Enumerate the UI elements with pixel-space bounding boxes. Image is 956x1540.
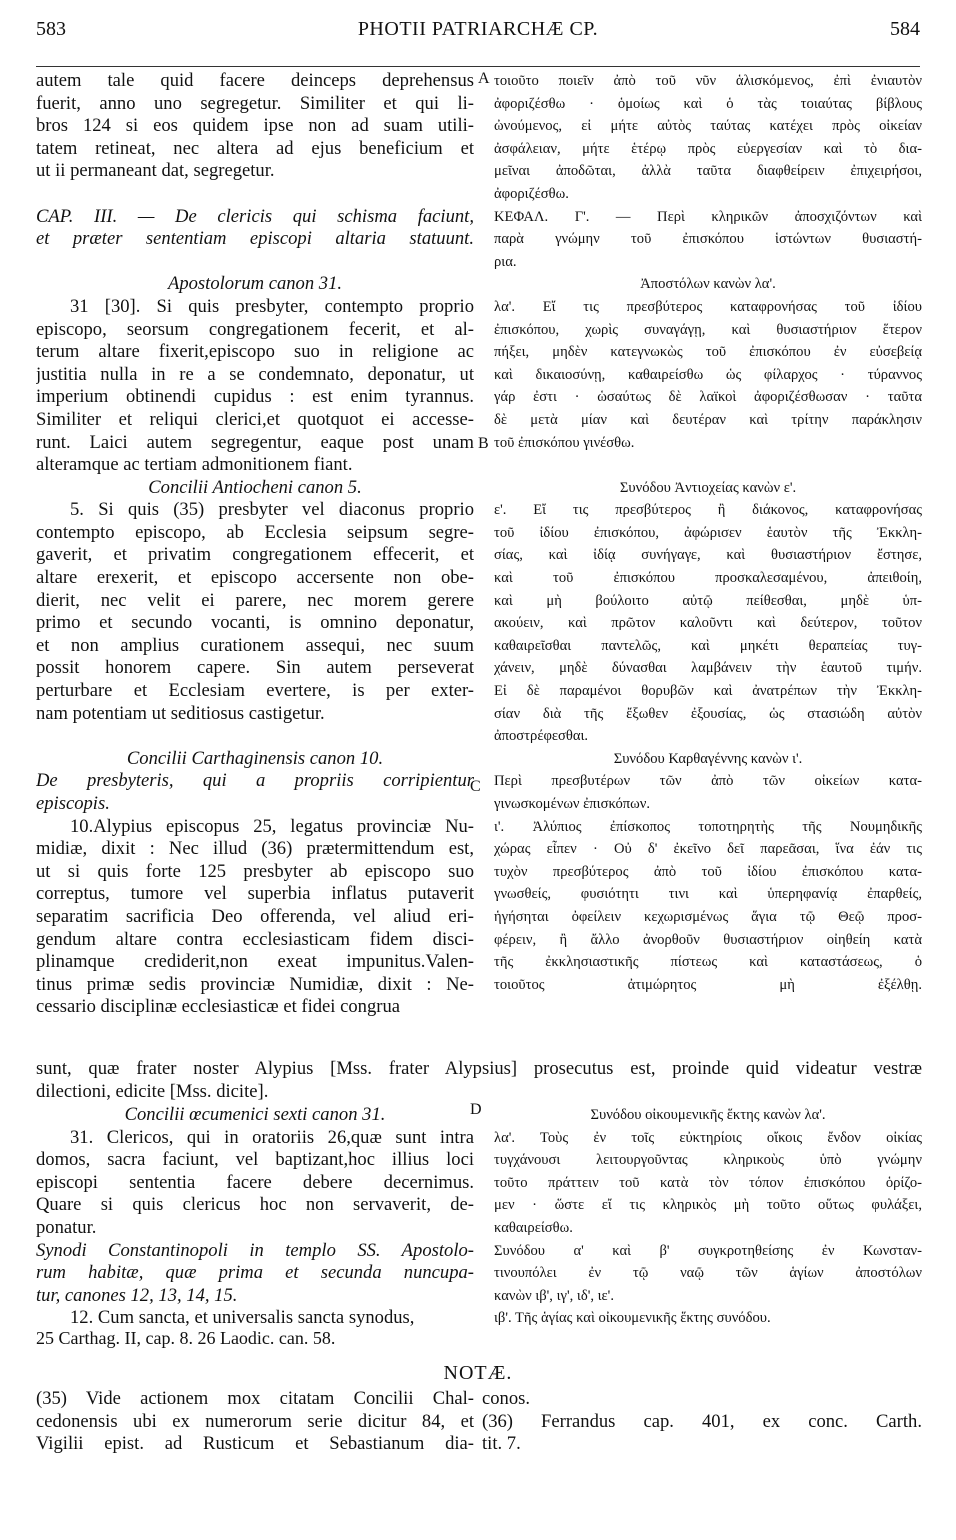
text-line: Συνόδου οἰκουμενικῆς ἕκτης κανὼν λα'. — [590, 1107, 826, 1123]
text-line: ὠνούμενος, εἰ μήτε αὐτὸς ταύτας κατέχει πρὸς οἰκείαν — [494, 118, 922, 135]
page-header — [36, 8, 920, 48]
text-line: γάρ ἐστι · ὡσαύτως δὲ λαϊκοὶ ἀφοριζέσθωσαν · ταῦτα — [494, 389, 922, 406]
text-line: Συνόδου Ἀντιοχείας κανὼν ε'. — [619, 479, 797, 496]
text-line: ἀποστρέφεσθαι. — [494, 728, 589, 745]
text-line: 31 [30]. Si quis presbyter, contempto proprio — [70, 295, 474, 317]
text-line: et non amplius curationem assequi, nec suum — [36, 634, 474, 656]
text-line: ἀσφάλειαν, μήτε ἑτέρῳ πρὸς εὐεργεσίαν καὶ τὸ δια- — [494, 140, 922, 157]
text-line: CAP. III. — De clericis qui schisma faciunt, — [36, 205, 474, 227]
text-line: gendum altare contra ecclesiasticam fidem disci- — [36, 928, 474, 950]
text-line: cessario disciplinæ ecclesiasticæ et fidei congrua — [36, 996, 401, 1018]
text-line: cedonensis ubi ex numerorum serie dicitur 84, et — [36, 1410, 474, 1432]
text-line: Ἀποστόλων κανὼν λα'. — [640, 276, 776, 293]
text-line: λα'. Τοὺς ἐν τοῖς εὐκτηρίοις οἴκοις ἔνδον οἰκίας — [494, 1129, 922, 1146]
text-line: rum habitæ, quæ prima et secunda nuncupa- — [36, 1262, 474, 1284]
text-line: Synodi Constantinopoli in templo SS. Apostolo- — [36, 1239, 474, 1261]
greek-column-top — [494, 70, 922, 996]
text-line: καὶ δικαιοσύνῃ, καθαιρείσθω ὡς φίλαρχος · τύραννος — [494, 366, 922, 383]
text-line: Concilii Carthaginensis canon 10. — [126, 747, 384, 769]
text-line: κανὼν ιβ', ιγ', ιδ', ιε'. — [494, 1287, 614, 1304]
text-line: (35) Vide actionem mox citatam Concilii Chal- — [36, 1388, 474, 1409]
text-line: καὶ μὴ βούλοιτο αὐτῷ πείθεσθαι, μηδὲ ὑπ- — [494, 592, 922, 609]
text-line — [36, 725, 474, 748]
text-line: Εἰ δὲ παραμένοι θορυβῶν καὶ ἀνατρέπων τὴν Ἐκκλη- — [494, 683, 922, 700]
page-number-left: 583 — [36, 18, 66, 40]
text-line: altare erexerit, et episcopo accersente non obe- — [36, 567, 474, 589]
text-line: justitia nulla in re a se condemnato, deponatur, ut — [36, 363, 474, 385]
text-line: ut ii permaneant dat, segregetur. — [36, 160, 275, 182]
latin-column-top — [36, 70, 474, 1019]
text-line: midiæ, dixit : Nec illud (36) prætermittendum est, — [36, 838, 474, 860]
text-line: ρια. — [494, 253, 517, 270]
text-line: gaverit, et privatim congregationem effecerit, et — [36, 544, 474, 566]
text-line: τοιοῦτο ποιεῖν ἀπὸ τοῦ νῦν ἁλισκόμενος, ἐπὶ ἐνιαυτὸν — [494, 73, 922, 89]
text-line: terum altare fixerit,episcopo suo in religione ac — [36, 341, 474, 363]
text-line: χάνειν, μηδὲ δύνασθαι λαμβάνειν τὴν ἑαυτοῦ τιμήν. — [494, 660, 922, 677]
text-line: autem tale quid facere deinceps deprehensus — [36, 70, 474, 91]
text-line: ἀφοριζέσθω. — [494, 185, 569, 202]
text-line: correptus, tumore vel superbia inflatus putaverit — [36, 883, 474, 905]
text-line: episcopo, seorsum congregationem fecerit, et al- — [36, 318, 474, 340]
text-line: καθαιρείσθω. — [494, 1219, 573, 1236]
text-line: τοῦτο πράττειν τοῦ κατὰ τὸν τόπον ἐπισκόπου ὁρίζο- — [494, 1174, 922, 1191]
footnote-references: 25 Carthag. II, cap. 8. 26 Laodic. can. 58. — [36, 1328, 336, 1348]
text-line: domos, sacra faciunt, vel baptizant,hoc illius loci — [36, 1149, 474, 1171]
notae-heading: NOTÆ. — [443, 1362, 513, 1384]
text-line: σίας, καὶ ἰδίᾳ συνήγαγε, καὶ θυσιαστήριον ἔστησε, — [494, 547, 922, 564]
text-line: ι'. Ἀλύπιος ἐπίσκοπος τοποτηρητὴς τῆς Νουμηδικῆς — [494, 818, 922, 835]
text-line: λα'. Εἴ τις πρεσβύτερος καταφρονήσας τοῦ ἰδίου — [494, 298, 922, 315]
text-line: μεν · ὥστε εἴ τις κληρικὸς μὴ τοῦτο οὕτως φυλάξει, — [494, 1197, 922, 1214]
text-line: ponatur. — [36, 1216, 97, 1238]
notes-left-column — [36, 1388, 474, 1456]
text-line: παρὰ γνώμην τοῦ ἐπισκόπου ἱστώντων θυσιαστή- — [494, 231, 922, 248]
text-line: ἐπισκόπου, χωρὶς συναγάγῃ, καὶ θυσιαστήριον ἕτερον — [494, 321, 922, 338]
text-line — [36, 251, 474, 274]
full-width-text — [36, 1058, 922, 1103]
greek-column-bottom — [494, 1104, 922, 1330]
text-line: ΚΕΦΑΛ. Γ'. — Περὶ κληρικῶν ἀποσχιζόντων καὶ — [494, 208, 922, 225]
text-line: τοῦ ἐπισκόπου γινέσθω. — [494, 434, 635, 451]
text-line: Concilii œcumenici sexti canon 31. — [124, 1104, 386, 1125]
text-line: τυχὸν πρεσβύτερος ἀπὸ τοῦ ἰδίου ἐπισκόπου κατα- — [494, 863, 922, 880]
text-line: episcopi sententia facere debere decernimus. — [36, 1171, 474, 1193]
text-line: ιβ'. Τῆς ἁγίας καὶ οἰκουμενικῆς ἕκτης συνόδου. — [494, 1310, 771, 1327]
text-line: et præter sententiam episcopi altaria statuunt. — [36, 228, 474, 250]
latin-column-bottom — [36, 1104, 474, 1330]
text-line: contempto episcopo, ab Ecclesia seipsum segre- — [36, 521, 474, 543]
text-line: perturbare et Ecclesiam evertere, is per exter- — [36, 680, 474, 702]
text-line: τινουπόλει ἐν τῷ ναῷ τῶν ἁγίων ἀποστόλων — [494, 1265, 922, 1282]
text-line: possit honorem capere. Sin autem perseverat — [36, 657, 474, 679]
text-line: dilectioni, edicite [Mss. dicite]. — [36, 1080, 269, 1102]
text-line: Apostolorum canon 31. — [167, 273, 343, 295]
text-line: conos. — [482, 1388, 531, 1409]
running-title: PHOTII PATRIARCHÆ CP. — [357, 18, 599, 40]
text-line: τοῦ ἰδίου ἐπισκόπου, ἀφώρισεν ἑαυτὸν τῆς Ἐκκλη- — [494, 524, 922, 541]
text-line: τοιοῦτος ἀτιμώρητος μὴ ἐξέλθῃ. — [494, 976, 922, 993]
text-line: 31. Clericos, qui in oratoriis 26,quæ sunt intra — [70, 1126, 474, 1148]
text-line: episcopis. — [36, 793, 110, 814]
text-line: plinamque crediderit,non exeat impunitus.Valen- — [36, 951, 474, 973]
text-line: ε'. Εἴ τις πρεσβύτερος ἢ διάκονος, καταφρονήσας — [494, 502, 922, 519]
text-line: ἡγήσηται ὀφείλειν κεχωρισμένως ἅγια τῷ Θεῷ προσ- — [494, 908, 922, 925]
page-number-right: 584 — [890, 18, 920, 40]
margin-marker-a: A — [478, 70, 490, 87]
text-line: δὲ μετὰ μίαν καὶ δευτέραν καὶ τρίτην παράκλησιν — [494, 411, 922, 428]
text-line: Vigilii epist. ad Rusticum et Sebastianum dia- — [36, 1433, 474, 1455]
text-line: nam potentiam ut seditiosus castigetur. — [36, 702, 325, 724]
text-line: γνωσθείς, φυσιότητι τινι καὶ ὑπερηφανίᾳ ἐπαρθείς, — [494, 886, 922, 903]
margin-marker-b: B — [478, 435, 489, 452]
text-line: Περὶ πρεσβυτέρων τῶν ἀπὸ τῶν οἰκείων κατα- — [494, 773, 922, 790]
text-line: imperium obtinendi cupidus : est enim tyrannus. — [36, 386, 474, 408]
text-line: ἀφοριζέσθω · ὁμοίως καὶ ὁ τὰς τοιαύτας βίβλους — [494, 95, 922, 112]
text-line: primo et secundo vocanti, is omnino deponatur, — [36, 612, 474, 634]
text-line: tatem retineat, nec altera ad ejus beneficium et — [36, 137, 474, 159]
text-line: De presbyteris, qui a propriis corripientur — [36, 770, 474, 792]
text-line: καὶ τοῦ ἐπισκόπου προσκαλεσαμένου, ἀπειθοίη, — [494, 570, 922, 587]
margin-marker-d: D — [470, 1101, 482, 1118]
text-line: 5. Si quis (35) presbyter vel diaconus proprio — [70, 499, 474, 521]
text-line: μεῖναι ἀποδῶται, ἀλλὰ ταῦτα διαφθείρειν ἐπιχειρήσοι, — [494, 163, 922, 180]
margin-marker-c: C — [470, 778, 481, 795]
text-line: tit. 7. — [482, 1433, 521, 1455]
notes-right-column — [482, 1388, 922, 1456]
text-line: Concilii Antiocheni canon 5. — [148, 476, 362, 498]
text-line: Quare si quis clericus hoc non servaverit, de- — [36, 1194, 474, 1216]
text-line: sunt, quæ frater noster Alypius [Mss. frater Alypsius] prosecutus est, proinde quid videatur vestræ — [36, 1058, 922, 1079]
text-line: σίαν διὰ τῆς ἔξωθεν ἐξουσίας, ὡς στασιώδη αὐτὸν — [494, 705, 922, 722]
text-line — [494, 454, 922, 477]
text-line: tinus primæ sedis provinciæ Numidiæ, dixit : Ne- — [36, 973, 474, 995]
text-line: separatim sacrificia Deo offerenda, vel aliud eri- — [36, 905, 474, 927]
text-line: Similiter et reliqui clerici,et quotquot ei accesse- — [36, 408, 474, 430]
text-line: dierit, nec velit ei parere, nec morem gerere — [36, 589, 474, 611]
header-rule — [36, 66, 920, 67]
text-line: ut si quis forte 125 presbyter ab episcopo suo — [36, 860, 474, 882]
text-line: tur, canones 12, 13, 14, 15. — [36, 1284, 238, 1306]
text-line: γινωσκομένων ἐπισκόπων. — [494, 796, 651, 812]
text-line: 10.Alypius episcopus 25, legatus provinciæ Nu- — [70, 815, 474, 837]
text-line: alteramque ac tertiam admonitionem fiant. — [36, 454, 353, 476]
text-line: πήξει, μηδὲν κατεγνωκὼς τοῦ ἐπισκόπου ἐν εὐσεβείᾳ — [494, 344, 922, 361]
text-line: bros 124 si eos quidem ipse non ad suam utili- — [36, 115, 474, 137]
text-line: φέρειν, ἢ ἄλλο ἀνορθοῦν θυσιαστήριον οἰηθείη κατὰ — [494, 931, 922, 948]
text-line: runt. Laici autem segregentur, eaque post unam — [36, 431, 474, 453]
text-line: τῆς ἐκκλησιαστικῆς πίστεως καὶ καταστάσεως, ὁ — [494, 954, 922, 971]
text-line: Συνόδου α' καὶ β' συγκροτηθείσης ἐν Κωνσταν- — [494, 1242, 922, 1259]
text-line: τυγχάνουσι λειτουργοῦντας κληρικοὺς ὑπὸ γνώμην — [494, 1152, 922, 1169]
text-line: fuerit, anno uno segregetur. Similiter et qui li- — [36, 92, 474, 114]
text-line: Συνόδου Καρθαγέννης κανὼν ι'. — [613, 750, 803, 767]
text-line — [36, 183, 474, 206]
text-line: χώρας εἶπεν · Οὐ δ' ἐκεῖνο δεῖ παρεᾶσαι, ἵνα ἐάν τις — [494, 841, 922, 858]
text-line: ακούειν, καὶ πρῶτον καλοῦντι καὶ δεύτερον, τοῦτον — [494, 615, 922, 632]
text-line: καθαιρεῖσθαι παντελῶς, καὶ μηκέτι θεραπείας τυγ- — [494, 637, 922, 654]
text-line: (36) Ferrandus cap. 401, ex conc. Carth. — [482, 1410, 922, 1432]
text-line: 12. Cum sancta, et universalis sancta synodus, — [70, 1307, 415, 1329]
